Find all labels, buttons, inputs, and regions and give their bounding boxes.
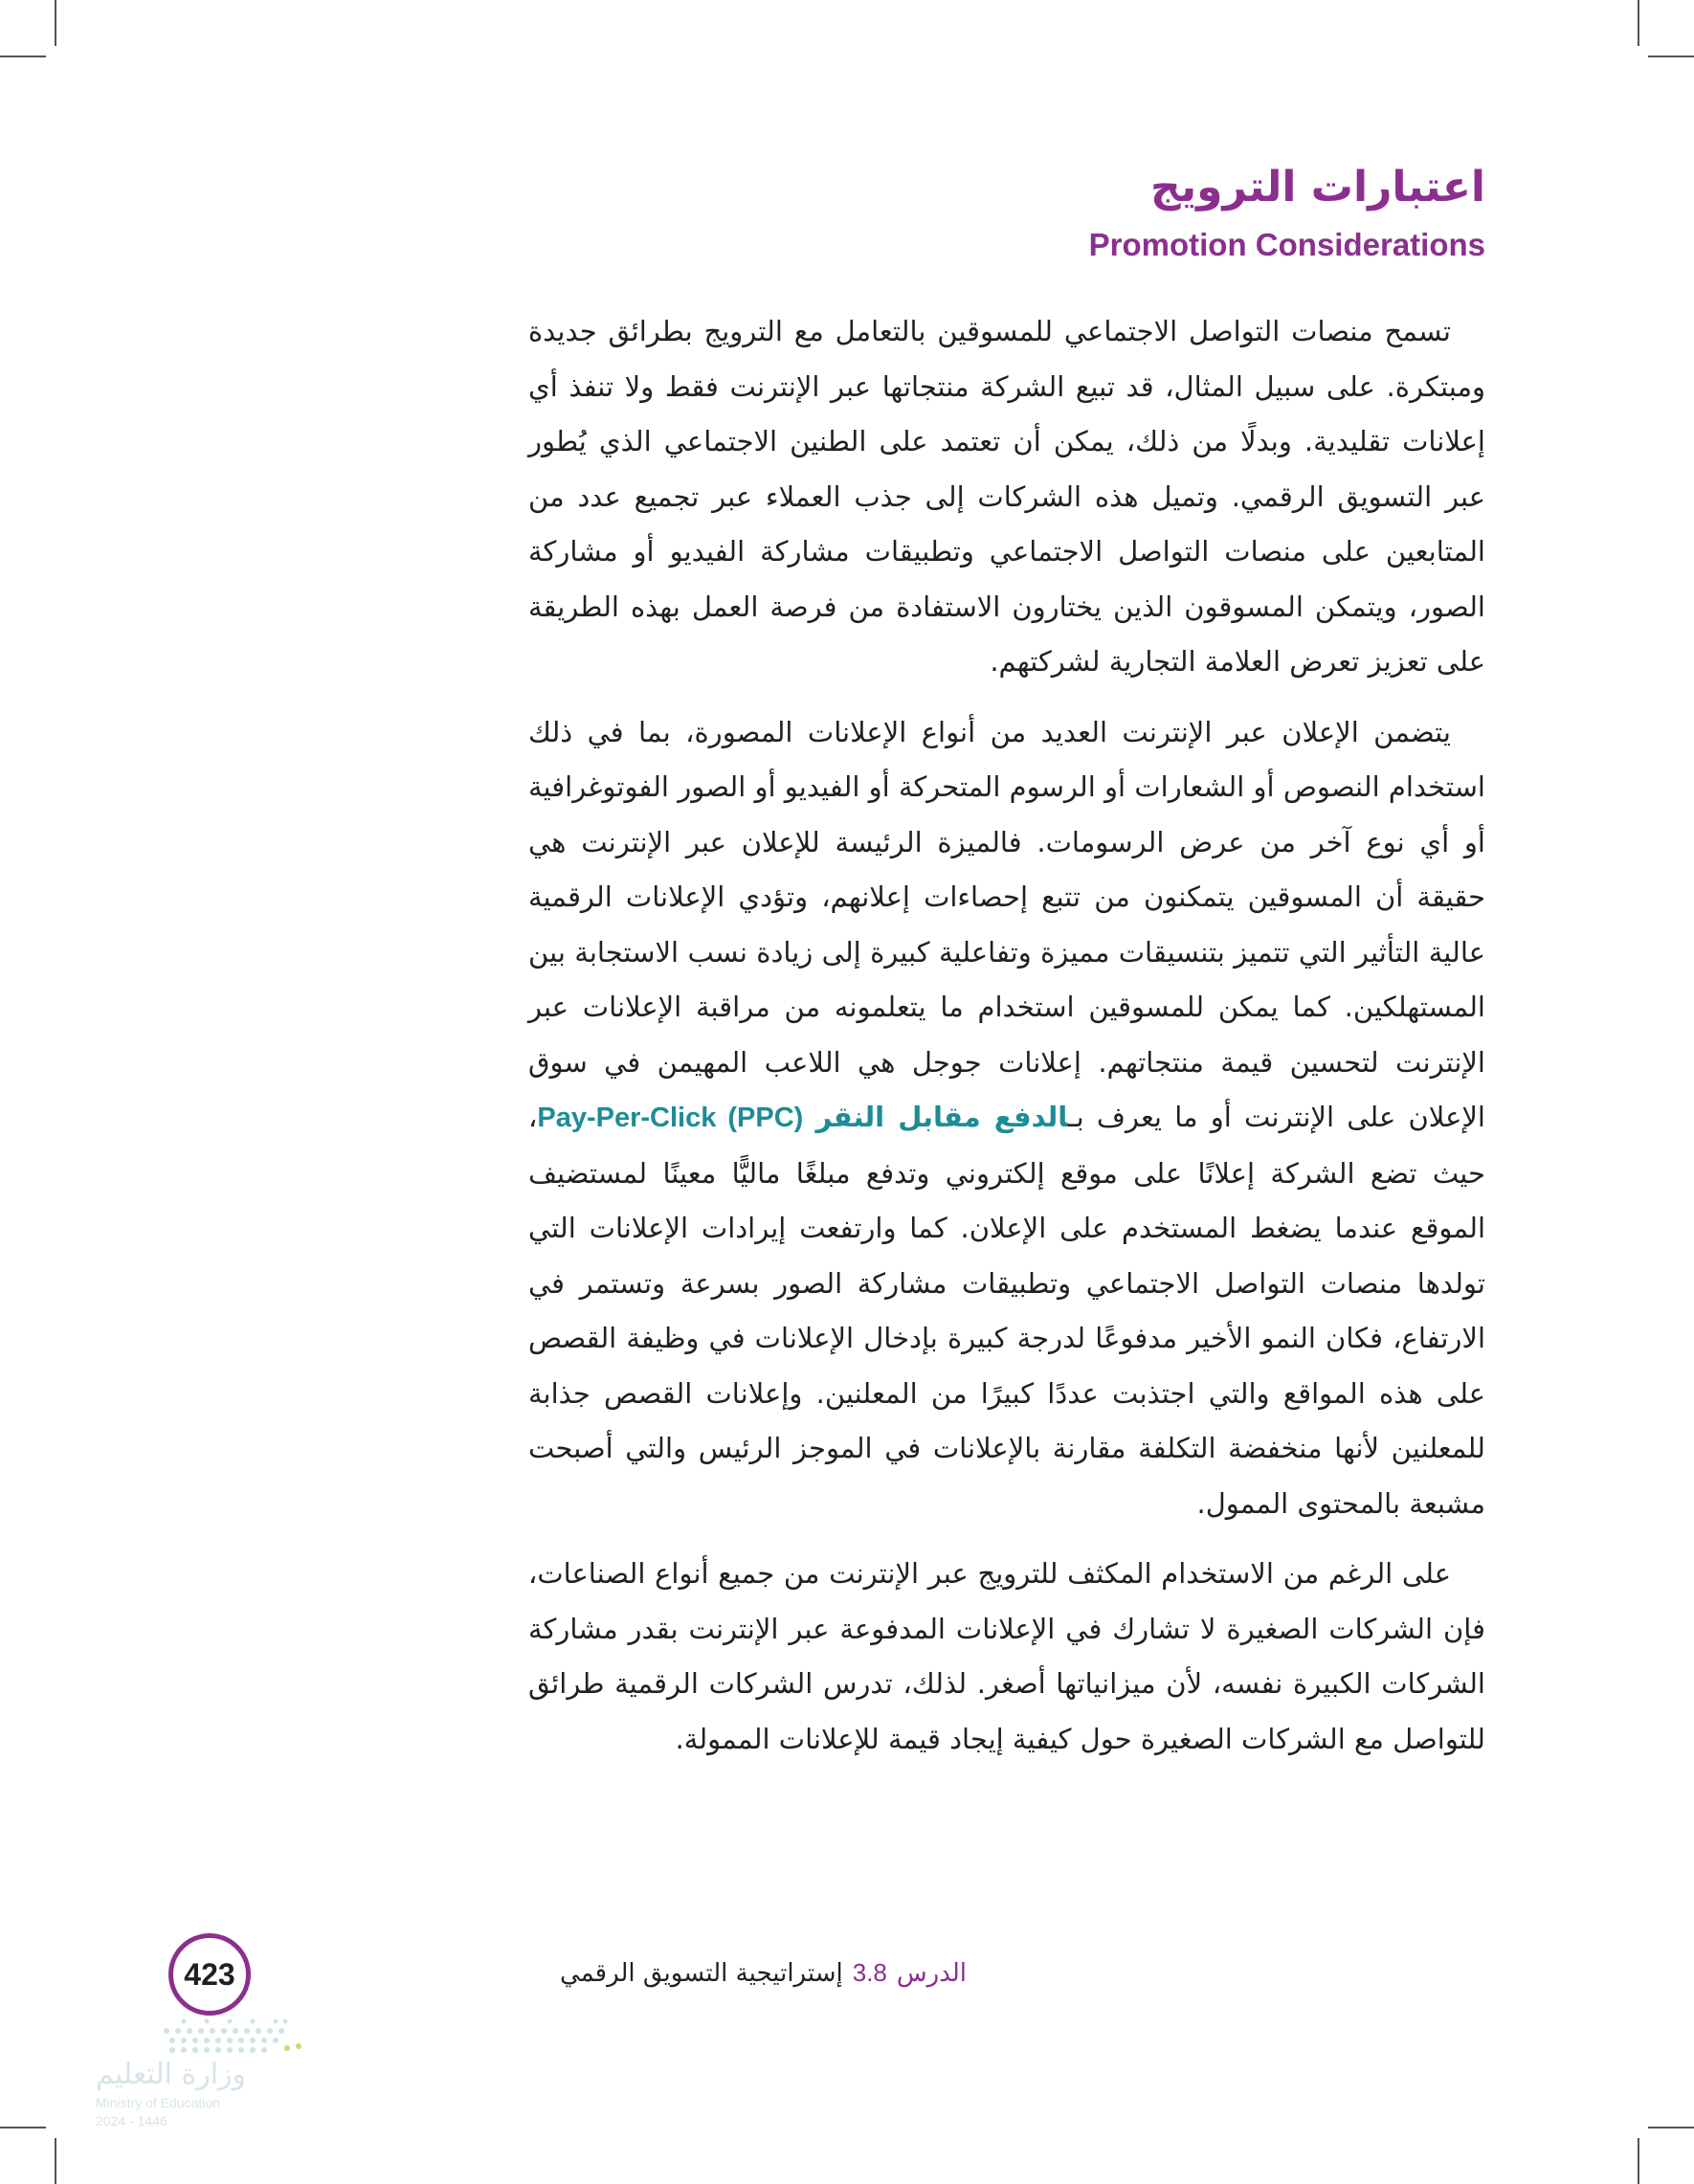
crop-mark (1638, 2138, 1639, 2184)
lesson-number: 3.8 (852, 1958, 887, 1987)
crop-mark (1638, 0, 1639, 46)
page-number: 423 (168, 1933, 251, 2016)
ministry-year: 2024 - 1446 (96, 2113, 167, 2128)
footer-lesson (560, 1958, 967, 1988)
paragraph-2-part-2: ، حيث تضع الشركة إعلانًا على موقع إلكتروني وتدفع مبلغًا ماليًّا معينًا لمستضيف الموقع عندما يضغط المستخدم على الإعلان. كما وارتفعت إيرادات الإعلانات التي تولدها منصات التواصل الاجتماعي وتطبيقات مشاركة الصور بسرعة وتستمر في الارتفاع، فكان النمو الأخير مدفوعًا لدرجة كبيرة بإدخال الإعلانات في وظيفة القصص على هذه المواقع والتي اجتذبت عددًا كبيرًا من المعلنين. وإعلانات القصص جذابة للمعلنين لأنها منخفضة التكلفة مقارنة بالإعلانات في الموجز الرئيس والتي أصبحت مشبعة بالمحتوى الممول. (528, 1101, 1485, 1520)
ministry-name-english: Ministry of Education (96, 2095, 220, 2110)
body-text (528, 304, 1485, 1782)
crop-mark (0, 56, 46, 57)
ministry-name-arabic: وزارة التعليم (96, 2058, 247, 2091)
paragraph-1: تسمح منصات التواصل الاجتماعي للمسوقين بالتعامل مع الترويج بطرائق جديدة ومبتكرة. على سبيل المثال، قد تبيع الشركة منتجاتها عبر الإنترنت فقط ولا تنفذ أي إعلانات تقليدية. وبدلًا من ذلك، يمكن أن تعتمد على الطنين الاجتماعي الذي يُطور عبر التسويق الرقمي. وتميل هذه الشركات إلى جذب العملاء عبر تجميع عدد من المتابعين على منصات التواصل الاجتماعي وتطبيقات مشاركة الفيديو أو مشاركة الصور، ويتمكن المسوقون الذين يختارون الاستفادة من فرصة العمل بهذه الطريقة على تعزيز تعرض العلامة التجارية لشركتهم. (528, 315, 1485, 678)
term-ppc-english: Pay-Per-Click (PPC) (537, 1103, 804, 1133)
crop-mark (55, 0, 56, 46)
crop-mark (1648, 56, 1694, 57)
crop-mark (0, 2127, 46, 2128)
section-title-english: Promotion Considerations (1088, 227, 1485, 262)
crop-mark (55, 2138, 56, 2184)
paragraph-3: على الرغم من الاستخدام المكثف للترويج عبر الإنترنت من جميع أنواع الصناعات، فإن الشركات الصغيرة لا تشارك في الإعلانات المدفوعة عبر الإنترنت بقدر مشاركة الشركات الكبيرة نفسه، لأن ميزانياتها أصغر. لذلك، تدرس الشركات الرقمية طرائق للتواصل مع الشركات الصغيرة حول كيفية إيجاد قيمة للإعلانات الممولة. (528, 1557, 1485, 1755)
term-ppc-arabic: الدفع مقابل النقر (815, 1101, 1069, 1133)
lesson-title: إستراتيجية التسويق الرقمي (559, 1959, 843, 1988)
lesson-label: الدرس (896, 1959, 967, 1988)
paragraph-2 (528, 705, 1485, 1532)
section-title-arabic: اعتبارات الترويج (1149, 163, 1485, 212)
crop-mark (1648, 2127, 1694, 2128)
paragraph-2-part-1: يتضمن الإعلان عبر الإنترنت العديد من أنواع الإعلانات المصورة، بما في ذلك استخدام النصوص أو الشعارات أو الرسوم المتحركة أو الفيديو أو الصور الفوتوغرافية أو أي نوع آخر من عرض الرسومات. فالميزة الرئيسة للإعلان عبر الإنترنت هي حقيقة أن المسوقين يتمكنون من تتبع إحصاءات إعلانهم، وتؤدي الإعلانات الرقمية عالية التأثير التي تتميز بتنسيقات مميزة وتفاعلية كبيرة إلى زيادة نسب الاستجابة بين المستهلكين. كما يمكن للمسوقين استخدام ما يتعلمونه من مراقبة الإعلانات عبر الإنترنت لتحسين قيمة منتجاتهم. إعلانات جوجل هي اللاعب المهيمن في سوق الإعلان على الإنترنت أو ما يعرف بـ (528, 715, 1485, 1133)
